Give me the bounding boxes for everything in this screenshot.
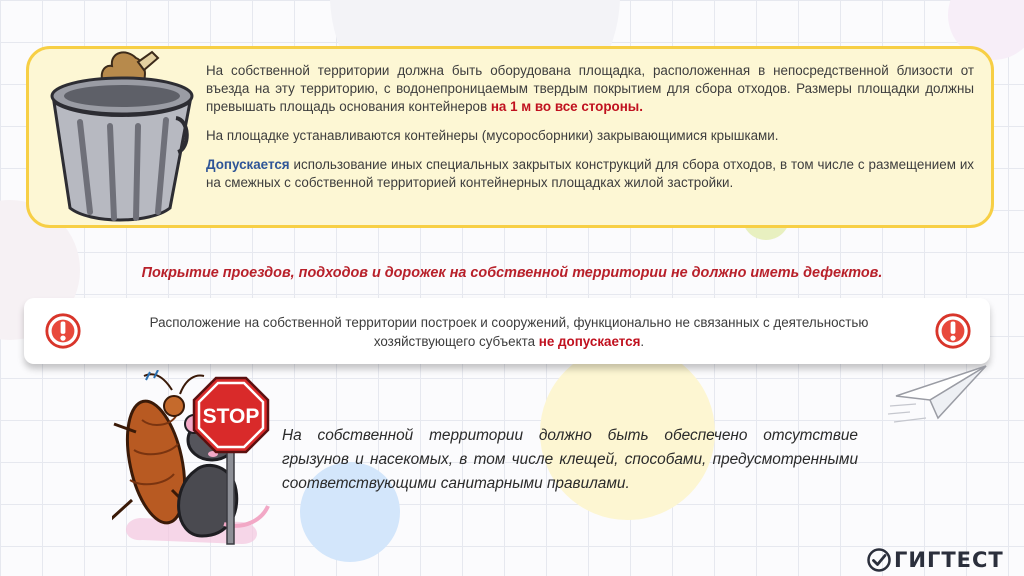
alternatives-text: использование иных специальных закрытых конструкций для сбора отходов, в том числе с размещением их на смежных с собственной территорией контейнерных площадках жилой застройки. (206, 157, 974, 190)
waste-site-requirements: На собственной территории должна быть оборудована площадка, расположенная в непосредственной близости от въезда на эту территорию, с водонепроницаемым твердым покрытием для сбора отходов. Размеры площадки должны превышать площадь основания контейнеров (206, 63, 974, 114)
stop-sign (192, 376, 270, 546)
gigtest-logo (866, 546, 1004, 574)
trash-can-icon (40, 48, 200, 228)
paving-heading: Покрытие проездов, подходов и дорожек на собственной территории не должно иметь дефектов. (141, 265, 883, 281)
warning-icon (44, 312, 82, 350)
waste-site-paragraph (206, 62, 974, 116)
containers-paragraph: На площадке устанавливаются контейнеры (мусоросборники) закрывающимися крышками. (206, 128, 779, 143)
stop-sign-text: STOP (202, 405, 260, 428)
buildings-warning-text (144, 313, 874, 351)
alternatives-paragraph (206, 156, 974, 192)
size-requirement-highlight: на 1 м во все стороны. (490, 99, 643, 114)
warning-text: Расположение на собственной территории построек и сооружений, функционально не связанных с деятельностью хозяйствующего субъекта (149, 315, 869, 349)
pest-control-text: На собственной территории должно быть обеспечено отсутствие грызунов и насекомых, в том числе клещей, способами, предусмотренными соответствующими санитарными правилами. (282, 427, 858, 492)
warning-icon (934, 312, 972, 350)
allowed-highlight: Допускается (206, 157, 290, 172)
logo-text: ГИГТЕСТ (894, 548, 1004, 572)
check-icon (866, 547, 892, 573)
waste-site-text (206, 62, 974, 203)
buildings-warning-box (24, 298, 990, 364)
paper-plane-icon (886, 360, 996, 430)
warning-tail: . (640, 334, 645, 349)
not-allowed-highlight: не допускается (538, 334, 641, 349)
